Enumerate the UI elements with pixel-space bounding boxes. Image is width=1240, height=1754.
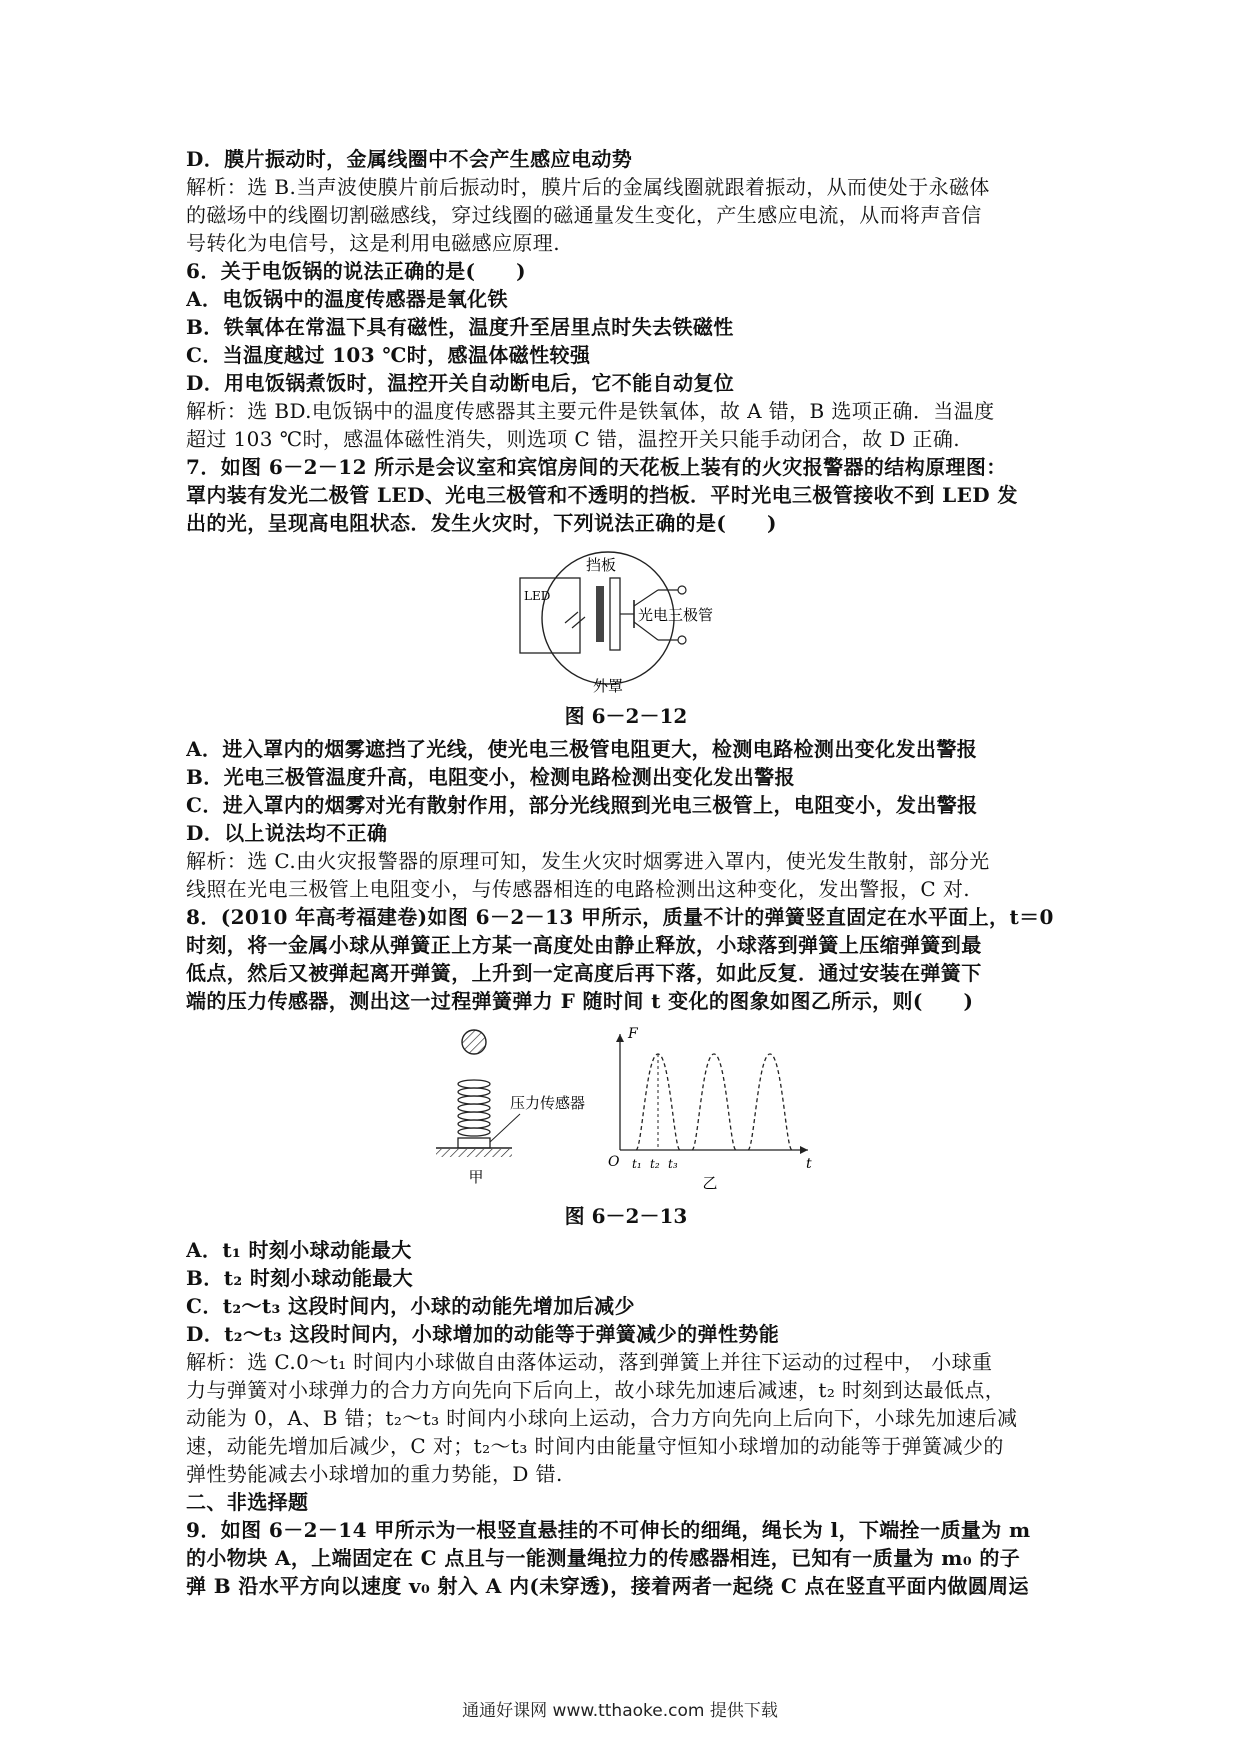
line-28: 解析：选 C.0～t₁ 时间内小球做自由落体运动，落到弹簧上并往下运动的过程中， 小球重 [186, 1350, 993, 1374]
line-29: 力与弹簧对小球弹力的合力方向先向下后向上，故小球先加速后减速，t₂ 时刻到达最低点， [186, 1378, 1006, 1402]
pressure-sensor-block [458, 1138, 490, 1148]
line-12: 罩内装有发光二极管 LED、光电三极管和不透明的挡板．平时光电三极管接收不到 LED 发 [186, 483, 1018, 507]
line-25: B．t₂ 时刻小球动能最大 [186, 1266, 414, 1290]
tick-t2: t₂ [650, 1157, 660, 1171]
line-36: 弹 B 沿水平方向以速度 v₀ 射入 A 内(未穿透)，接着两者一起绕 C 点在竖直平面内做圆周运 [186, 1574, 1029, 1598]
spring-apparatus-diagram [432, 1022, 612, 1187]
line-0: D．膜片振动时，金属线圈中不会产生感应电动势 [186, 147, 633, 171]
figure-caption-12: 图 6－2－12 [564, 704, 688, 728]
force-curve-2 [692, 1054, 736, 1150]
line-35: 的小物块 A，上端固定在 C 点且与一能测量绳拉力的传感器相连，已知有一质量为 m₀ 的子 [186, 1546, 1021, 1570]
jia-label: 甲 [468, 1168, 484, 1186]
line-33: 二、非选择题 [186, 1490, 309, 1514]
baffle-plate [596, 586, 604, 642]
line-23: 端的压力传感器，测出这一过程弹簧弹力 F 随时间 t 变化的图象如图乙所示，则( ) [186, 989, 974, 1013]
cover-label: 外罩 [592, 677, 624, 693]
line-4: 6．关于电饭锅的说法正确的是( ) [186, 259, 527, 283]
line-2: 的磁场中的线圈切割磁感线，穿过线圈的磁通量发生变化，产生感应电流，从而将声音信 [186, 203, 982, 227]
line-26: C．t₂～t₃ 这段时间内，小球的动能先增加后减少 [186, 1294, 635, 1318]
page-footer: 通通好课网 www.tthaoke.com 提供下载 [462, 1701, 778, 1721]
line-5: A．电饭锅中的温度传感器是氧化铁 [186, 287, 508, 311]
yi-label: 乙 [702, 1174, 718, 1192]
force-time-graph [600, 1022, 820, 1192]
origin-label: O [608, 1154, 620, 1170]
line-32: 弹性势能减去小球增加的重力势能，D 错. [186, 1462, 563, 1486]
metal-ball [462, 1030, 486, 1054]
line-19: 线照在光电三极管上电阻变小，与传感器相连的电路检测出这种变化，发出警报，C 对. [186, 877, 971, 901]
line-20: 8．(2010 年高考福建卷)如图 6－2－13 甲所示，质量不计的弹簧竖直固定在水平面上，t＝0 [186, 905, 1054, 929]
figure-caption-13: 图 6－2－13 [564, 1204, 688, 1228]
fire-alarm-diagram [510, 548, 750, 693]
line-24: A．t₁ 时刻小球动能最大 [186, 1238, 412, 1262]
force-curve-3 [748, 1054, 792, 1150]
line-14: A．进入罩内的烟雾遮挡了光线，使光电三极管电阻更大，检测电路检测出变化发出警报 [186, 737, 978, 761]
line-18: 解析：选 C.由火灾报警器的原理可知，发生火灾时烟雾进入罩内，使光发生散射，部分光 [186, 849, 990, 873]
line-1: 解析：选 B.当声波使膜片前后振动时，膜片后的金属线圈就跟着振动，从而使处于永磁体 [186, 175, 990, 199]
line-3: 号转化为电信号，这是利用电磁感应原理. [186, 231, 560, 255]
phototransistor-plate [610, 578, 620, 650]
line-7: C．当温度越过 103 ℃时，感温体磁性较强 [186, 343, 591, 367]
line-34: 9．如图 6－2－14 甲所示为一根竖直悬挂的不可伸长的细绳，绳长为 l，下端拴一质量为 m [186, 1518, 1031, 1542]
sensor-label: 压力传感器 [510, 1094, 586, 1112]
line-27: D．t₂～t₃ 这段时间内，小球增加的动能等于弹簧减少的弹性势能 [186, 1322, 780, 1346]
tick-t1: t₁ [632, 1157, 642, 1171]
line-16: C．进入罩内的烟雾对光有散射作用，部分光线照到光电三极管上，电阻变小，发出警报 [186, 793, 978, 817]
axis-y-label: F [628, 1026, 638, 1042]
led-label: LED [524, 589, 551, 603]
line-11: 7．如图 6－2－12 所示是会议室和宾馆房间的天花板上装有的火灾报警器的结构原理图： [186, 455, 1007, 479]
phototransistor-label: 光电三极管 [638, 606, 714, 624]
baffle-label: 挡板 [586, 556, 617, 574]
line-8: D．用电饭锅煮饭时，温控开关自动断电后，它不能自动复位 [186, 371, 735, 395]
line-22: 低点，然后又被弹起离开弹簧，上升到一定高度后再下落，如此反复．通过安装在弹簧下 [186, 961, 982, 985]
line-15: B．光电三极管温度升高，电阻变小，检测电路检测出变化发出警报 [186, 765, 795, 789]
line-21: 时刻，将一金属小球从弹簧正上方某一高度处由静止释放，小球落到弹簧上压缩弹簧到最 [186, 933, 982, 957]
line-30: 动能为 0，A、B 错；t₂～t₃ 时间内小球向上运动，合力方向先向上后向下，小球先加速后减 [186, 1406, 1018, 1430]
line-17: D．以上说法均不正确 [186, 821, 388, 845]
line-6: B．铁氧体在常温下具有磁性，温度升至居里点时失去铁磁性 [186, 315, 734, 339]
line-31: 速，动能先增加后减少，C 对；t₂～t₃ 时间内由能量守恒知小球增加的动能等于弹簧减少的 [186, 1434, 1004, 1458]
line-13: 出的光，呈现高电阻状态．发生火灾时，下列说法正确的是( ) [186, 511, 777, 535]
axis-x-label: t [806, 1156, 812, 1172]
tick-t3: t₃ [668, 1157, 678, 1171]
line-10: 超过 103 ℃时，感温体磁性消失，则选项 C 错，温控开关只能手动闭合，故 D 正确. [186, 427, 960, 451]
line-9: 解析：选 BD.电饭锅中的温度传感器其主要元件是铁氧体，故 A 错，B 选项正确．当温度 [186, 399, 995, 423]
